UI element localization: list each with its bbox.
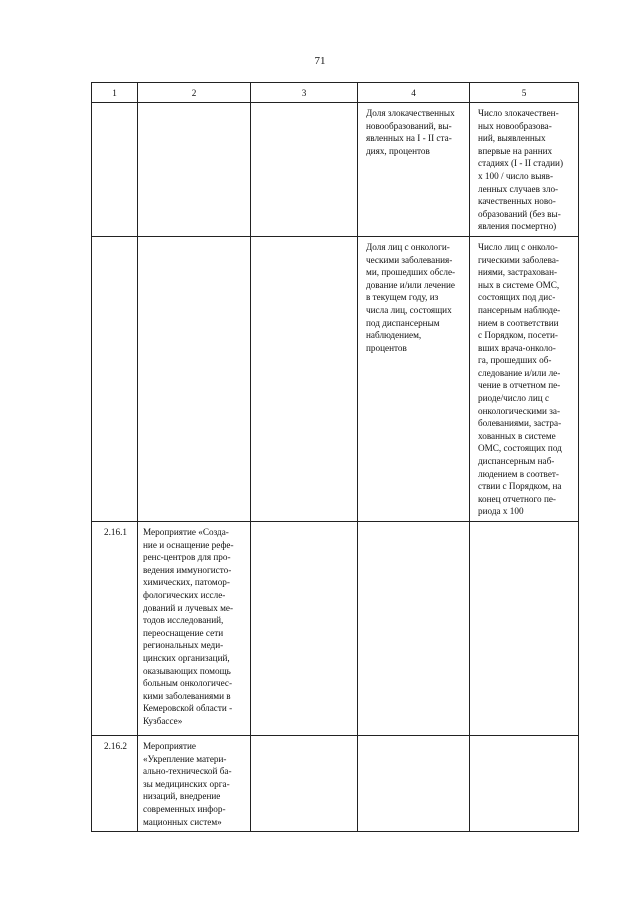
cell-line: ведения иммуногисто- [143, 564, 232, 575]
column-3-cell [251, 736, 358, 832]
cell-line: наблюдением, [366, 330, 422, 341]
cell-line: ческими заболевания- [366, 254, 453, 265]
cell-line: риоде/число лиц с [478, 393, 550, 404]
row-number-cell: 2.16.2 [92, 736, 138, 832]
cell-line: мационных систем» [143, 816, 222, 827]
header-cell: 5 [470, 83, 579, 103]
cell-line: новообразований, вы- [366, 120, 452, 131]
cell-line: современных инфор- [143, 803, 226, 814]
cell-line: диях, процентов [366, 145, 430, 156]
cell-line: состоящих под дис- [478, 292, 556, 303]
cell-line: впервые на ранних [478, 145, 553, 156]
formula-cell [470, 522, 579, 736]
cell-line: следование и/или ле- [478, 367, 561, 378]
cell-line: качественных ново- [478, 196, 556, 207]
table-row [92, 103, 579, 237]
header-cell: 3 [251, 83, 358, 103]
cell-line: ренс-центров для про- [143, 552, 231, 563]
cell-line: дований и лучевых ме- [143, 602, 234, 613]
cell-line: химических, патомор- [143, 577, 230, 588]
cell-line: х 100 / число выяв- [478, 170, 554, 181]
formula-cell [470, 103, 579, 237]
cell-line: ми, прошедших обсле- [366, 267, 456, 278]
cell-line: ствии с Порядком, на [478, 481, 562, 492]
measure-cell [138, 736, 251, 832]
formula-cell [470, 236, 579, 521]
cell-line: ниями, застрахован- [478, 267, 558, 278]
cell-line: в текущем году, из [366, 292, 439, 303]
cell-line: переоснащение сети [143, 627, 224, 638]
header-cell: 2 [138, 83, 251, 103]
cell-line: Кузбассе» [143, 715, 183, 726]
measure-cell [138, 522, 251, 736]
cell-line: ние и оснащение рефе- [143, 539, 234, 550]
indicator-cell [358, 736, 470, 832]
row-number-cell [92, 236, 138, 521]
cell-line: болеваниями, застра- [478, 418, 562, 429]
cell-line: чение в отчетном пе- [478, 380, 561, 391]
cell-line: явленных на I - II ста- [366, 133, 452, 144]
table-row [92, 236, 579, 521]
indicator-cell [358, 103, 470, 237]
cell-line: Число лиц с онколо- [478, 241, 558, 252]
cell-line: хованных в системе [478, 430, 556, 441]
cell-line: кими заболеваниями в [143, 690, 231, 701]
cell-line: образований (без вы- [478, 208, 561, 219]
cell-line: ний, выявленных [478, 133, 546, 144]
cell-line: онкологическими за- [478, 405, 561, 416]
cell-line: Доля злокачественных [366, 108, 455, 118]
cell-line: вших врача-онколо- [478, 342, 556, 353]
cell-line: конец отчетного пе- [478, 493, 556, 504]
cell-line: Кемеровской области - [143, 703, 233, 714]
formula-cell [470, 736, 579, 832]
cell-line: ных в системе ОМС, [478, 279, 560, 290]
header-cell: 1 [92, 83, 138, 103]
table-row [92, 736, 579, 832]
cell-line: явления посмертно) [478, 221, 557, 232]
cell-line: тодов исследований, [143, 615, 224, 626]
cell-line: риода х 100 [478, 506, 524, 517]
cell-line: под диспансерным [366, 317, 440, 328]
cell-line: нием в соответствии [478, 317, 559, 328]
cell-line: больным онкологичес- [143, 678, 233, 689]
cell-line: с Порядком, посети- [478, 330, 558, 341]
cell-line: числа лиц, состоящих [366, 304, 452, 315]
cell-line: цинских организаций, [143, 652, 230, 663]
column-3-cell [251, 103, 358, 237]
cell-line: фологических иссле- [143, 589, 226, 600]
cell-line: гическими заболева- [478, 254, 559, 265]
header-cell: 4 [358, 83, 470, 103]
measure-cell [138, 236, 251, 521]
cell-line: ОМС, состоящих под [478, 443, 562, 454]
cell-line: «Укрепление матери- [143, 753, 227, 764]
cell-line: ных новообразова- [478, 120, 552, 131]
indicator-cell [358, 522, 470, 736]
cell-line: низаций, внедрение [143, 791, 221, 802]
row-number-cell [92, 103, 138, 237]
cell-line: диспансерным наб- [478, 456, 555, 467]
table-row [92, 522, 579, 736]
indicator-cell [358, 236, 470, 521]
column-3-cell [251, 236, 358, 521]
cell-line: людением в соответ- [478, 468, 559, 479]
cell-line: пансерным наблюде- [478, 304, 561, 315]
cell-line: Число злокачествен- [478, 108, 559, 118]
cell-line: дование и/или лечение [366, 279, 455, 290]
header-row [92, 83, 579, 103]
cell-line: зы медицинских орга- [143, 778, 230, 789]
cell-line: ленных случаев зло- [478, 183, 559, 194]
measure-cell [138, 103, 251, 237]
cell-line: региональных меди- [143, 640, 224, 651]
program-table [91, 82, 579, 832]
cell-line: ально-технической ба- [143, 766, 232, 777]
cell-line: Доля лиц с онкологи- [366, 241, 450, 252]
cell-line: процентов [366, 342, 407, 353]
cell-line: стадиях (I - II стадии) [478, 158, 564, 169]
cell-line: Мероприятие [143, 741, 196, 751]
cell-line: Мероприятие «Созда- [143, 527, 229, 537]
column-3-cell [251, 522, 358, 736]
cell-line: га, прошедших об- [478, 355, 552, 366]
row-number-cell: 2.16.1 [92, 522, 138, 736]
page-number: 71 [314, 55, 326, 67]
cell-line: оказывающих помощь [143, 665, 231, 676]
